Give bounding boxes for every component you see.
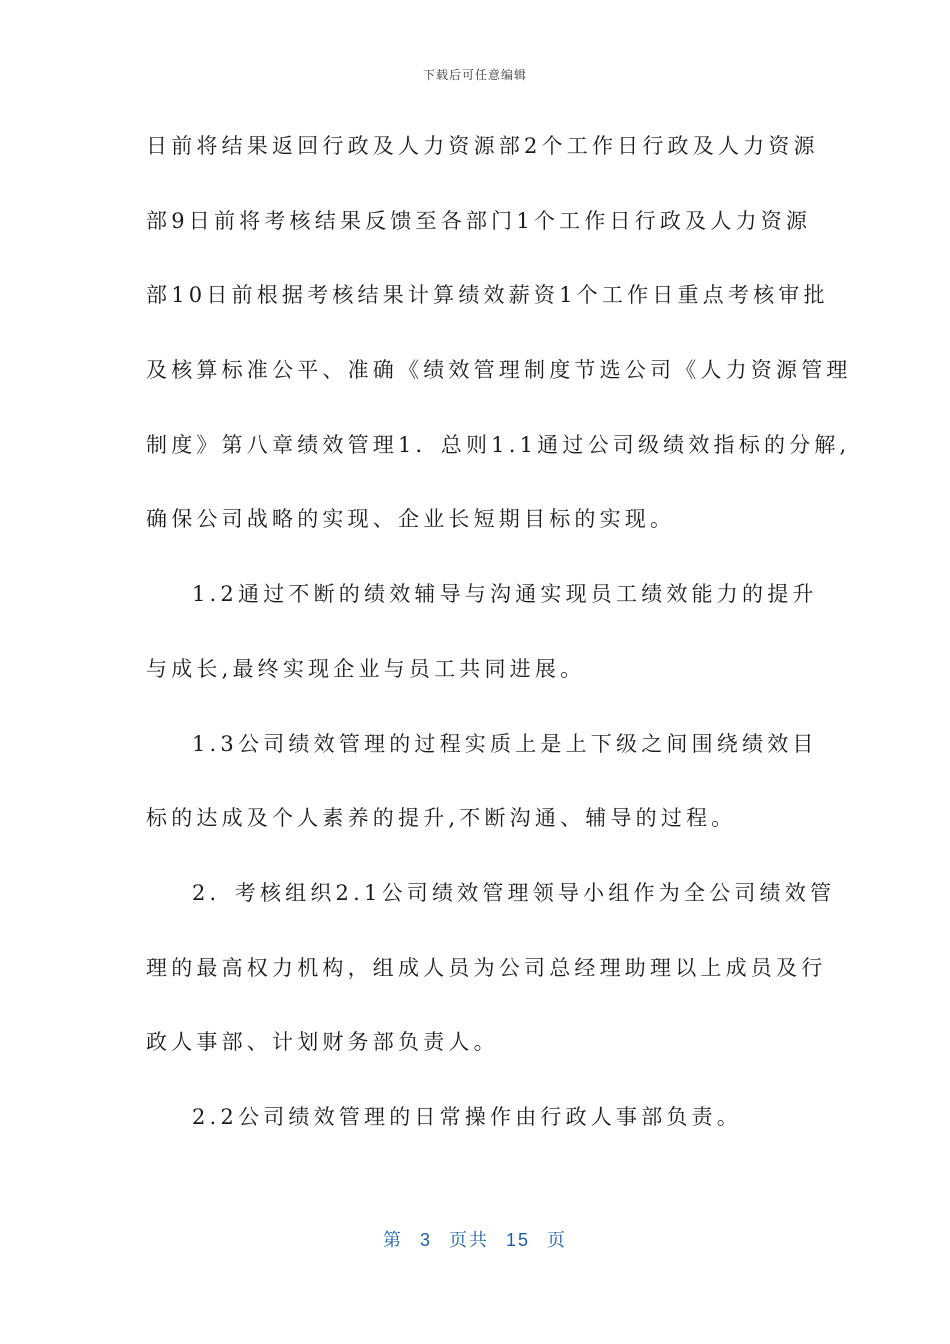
paragraph-line: 1.3公司绩效管理的过程实质上是上下级之间围绕绩效目 bbox=[192, 731, 818, 756]
paragraph-line: 部10日前根据考核结果计算绩效薪资1个工作日重点考核审批 bbox=[146, 283, 829, 308]
paragraph-line: 2.2公司绩效管理的日常操作由行政人事部负责。 bbox=[192, 1104, 742, 1129]
paragraph-line: 与成长,最终实现企业与员工共同进展。 bbox=[146, 656, 586, 681]
page-header: 下载后可任意编辑 bbox=[422, 68, 527, 82]
paragraph-line: 理的最高权力机构，组成人员为公司总经理助理以上成员及行 bbox=[146, 955, 827, 980]
paragraph-line: 及核算标准公平、准确《绩效管理制度节选公司《人力资源管理 bbox=[146, 358, 852, 383]
paragraph-line: 标的达成及个人素养的提升,不断沟通、辅导的过程。 bbox=[146, 806, 737, 831]
document-body bbox=[146, 124, 852, 1170]
paragraph-line: 日前将结果返回行政及人力资源部2个工作日行政及人力资源 bbox=[146, 134, 819, 158]
page-footer bbox=[0, 1226, 950, 1252]
paragraph-line: 部9日前将考核结果反馈至各部门1个工作日行政及人力资源 bbox=[146, 208, 812, 233]
paragraph-line: 政人事部、计划财务部负责人。 bbox=[146, 1030, 499, 1055]
footer-total-pages: 15 bbox=[506, 1230, 531, 1250]
paragraph-line: 确保公司战略的实现、企业长短期目标的实现。 bbox=[146, 507, 676, 532]
footer-suffix: 页 bbox=[547, 1230, 568, 1250]
paragraph-line: 制度》第八章绩效管理1．总则1.1通过公司级绩效指标的分解, bbox=[146, 432, 851, 457]
footer-prefix: 第 bbox=[382, 1230, 403, 1250]
footer-middle: 页共 bbox=[448, 1230, 489, 1250]
paragraph-line: 2．考核组织2.1公司绩效管理领导小组作为全公司绩效管 bbox=[192, 880, 836, 905]
footer-current-page: 3 bbox=[419, 1230, 432, 1250]
paragraph-line: 1.2通过不断的绩效辅导与沟通实现员工绩效能力的提升 bbox=[192, 582, 818, 607]
